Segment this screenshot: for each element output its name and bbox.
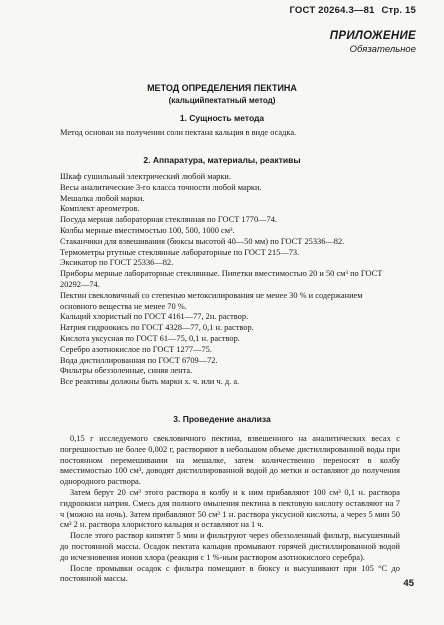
gost-number: ГОСТ 20264.3—81: [289, 5, 375, 16]
list-item: Шкаф сушильный электрический любой марки.: [60, 172, 232, 181]
section3-text: [60, 434, 400, 585]
list-item: Пектин свекловичный со степенью метоксилирования не менее 30 % и содержанием основного вещества не менее 70 %.: [60, 290, 363, 311]
list-item: Термометры ртутные стеклянные лабораторные по ГОСТ 215—73.: [60, 247, 300, 257]
list-item: Комплект ареометров.: [60, 204, 140, 214]
method-subtitle: (кальцийпектатный метод): [168, 96, 276, 105]
list-item: Вода дистиллированная по ГОСТ 6709—72.: [60, 355, 218, 365]
list-item: Фильтры обеззоленные, синяя лента.: [60, 366, 193, 376]
section3-heading: 3. Проведение анализа: [173, 414, 271, 424]
list-item: Натрия гидроокись по ГОСТ 4328—77, 0,1 н. раствор.: [60, 323, 254, 333]
list-item: Все реактивы должны быть марки х. ч. или ч. д. а.: [60, 377, 240, 387]
section1-text: [60, 128, 400, 139]
list-item: Колбы мерные вместимостью 100, 500, 1000 см³.: [60, 225, 235, 235]
section2-heading: 2. Аппаратура, материалы, реактивы: [143, 155, 301, 165]
list-item: Серебро азотнокислое по ГОСТ 1277—75.: [60, 344, 212, 354]
analysis-paragraph: Затем берут 20 см³ этого раствора в колбу и к ним прибавляют 100 см³ 0,1 н. раствора гидроокиси натрия. Смесь для полного омыления пектина в пектовую кислоту оставляют на 7 ч (можно на ночь). Затем прибавляют 50 см³ 1 н. раствора уксусной кислоты, а через 5 мин 50 см³ 2 н. раствора хлористого кальция и оставляют на 1 ч.: [60, 487, 400, 530]
list-item: Кальций хлористый по ГОСТ 4161—77, 2н. раствор.: [60, 312, 249, 322]
list-item: Посуда мерная лабораторная стеклянная по ГОСТ 1770—74.: [60, 215, 277, 225]
list-item: Стаканчики для взвешивания (бюксы высотой 40—50 мм) по ГОСТ 25336—82.: [60, 236, 345, 246]
analysis-paragraph: После этого раствор кипятят 5 мин и фильтруют через обеззоленный фильтр, высушенный до постоянной массы. Осадок пектата кальция промывают горячей дистиллированной водой до исчезновения ионов хлора (реакция с 1 %-ным раствором азотнокислого серебра).: [60, 531, 400, 562]
section2-list: [60, 172, 400, 388]
section1-heading: 1. Сущность метода: [179, 113, 265, 123]
page-header: [285, 5, 416, 16]
section1-paragraph: Метод основан на получении соли пектана кальция в виде осадка.: [60, 128, 297, 137]
appendix-block: [330, 30, 416, 55]
list-item: Мешалка любой марки.: [60, 193, 145, 203]
list-item: Приборы мерные лабораторные стеклянные. Пипетки вместимостью 20 и 50 см³ по ГОСТ 20292—74.: [60, 269, 383, 289]
list-item: Эксикатор по ГОСТ 25336—82.: [60, 258, 174, 268]
list-item: Кислота уксусная по ГОСТ 61—75, 0,1 н. раствор.: [60, 333, 240, 343]
page-number: 45: [403, 578, 414, 589]
analysis-paragraph: 0,15 г исследуемого свекловичного пектина, взвешенного на аналитических весах с погрешностью не более 0,002 г, растворяют в небольшом объеме дистиллированной воды при постоянном перемешивании на мешалке, затем количественно переносят в колбу вместимостью 100 см³, доводят дистиллированной водой до метки и оставляют до получения однородного раствора.: [60, 434, 400, 487]
list-item: Весы аналитические 3-го класса точности любой марки.: [60, 182, 262, 192]
page-label: Стр. 15: [381, 5, 416, 16]
appendix-title: ПРИЛОЖЕНИЕ: [329, 30, 416, 42]
analysis-paragraph: После промывки осадок с фильтра помещают в бюксу и высушивают при 105 °С до постоянной массы.: [60, 563, 400, 584]
appendix-subtitle: Обязательное: [349, 44, 416, 55]
method-title: МЕТОД ОПРЕДЕЛЕНИЯ ПЕКТИНА: [147, 83, 297, 93]
